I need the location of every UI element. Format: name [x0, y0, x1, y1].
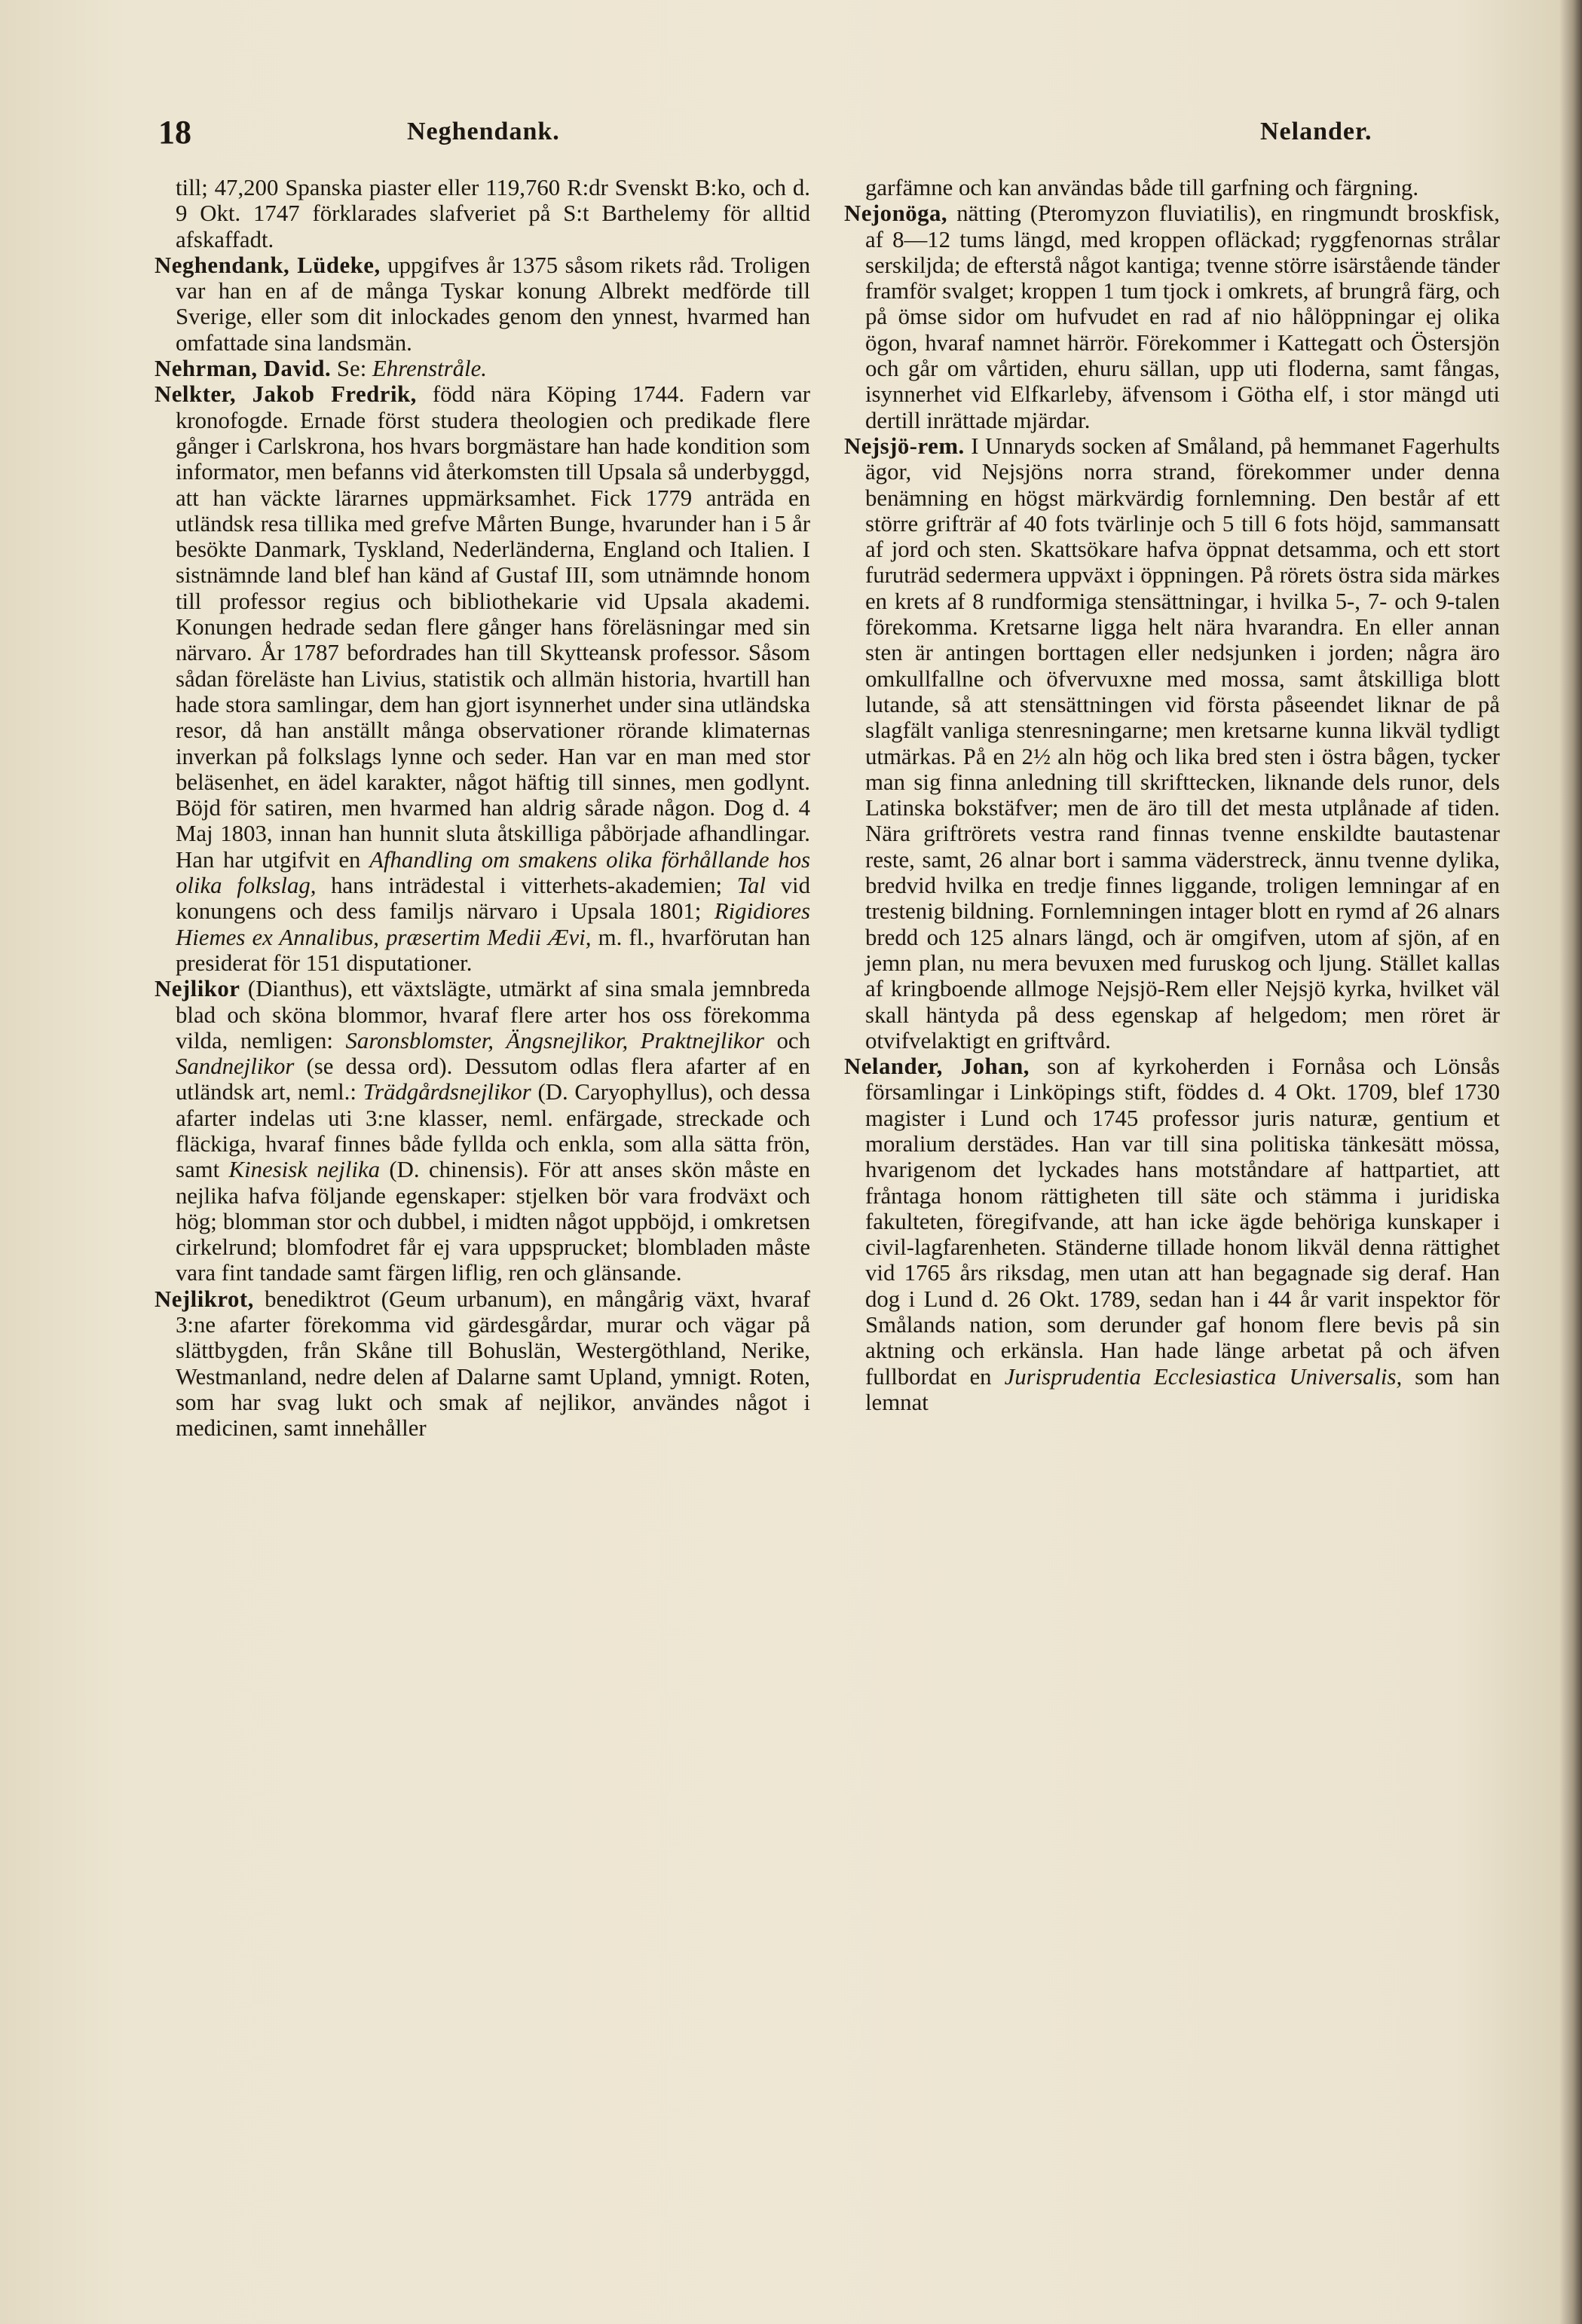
left-text-column	[155, 175, 810, 1442]
entry-text: Se:	[331, 356, 372, 382]
right-text-column	[844, 175, 1500, 1415]
continued-paragraph	[844, 175, 1500, 200]
continued-paragraph	[155, 175, 810, 252]
entry-headword: Nejlikrot,	[155, 1286, 254, 1312]
italic-text: Saronsblomster, Ängsnejlikor, Praktnejlikor	[345, 1027, 764, 1053]
dictionary-entry	[844, 1053, 1500, 1415]
entry-text: född nära Köping 1744. Fadern var kronofogde. Ernade först studera theologien och predikade flere gånger i Carlskrona, hos hvars borgmästare han hade kondition som informator, men befanns vid återkomsten till Upsala så underbyggd, att han väckte lärarnes uppmärksamhet. Fick 1779 anträda en utländsk resa tillika med grefve Mårten Bunge, hvarunder han i 5 år besökte Danmark, Tyskland, Nederländerna, England och Italien. I sistnämnde land blef han känd af Gustaf III, som utnämnde honom till professor regius och bibliothekarie vid Upsala akademi. Konungen hedrade sedan flere gånger hans föreläsningar med sin närvaro. År 1787 befordrades han till Skytteansk professor. Såsom sådan föreläste han Livius, statistik och allmän historia, hvartill han hade stora samlingar, dem han gjort isynnerhet under sina utländska resor, då han anställt många observationer rörande klimaternas inverkan på folkslags lynne och seder. Han var en man med stor beläsenhet, en ädel karakter, något häftig till sinnes, men godlynt. Böjd för satiren, men hvarmed han aldrig sårade någon. Dog d. 4 Maj 1803, innan han hunnit sluta åtskilliga påbörjade afhandlingar. Han har utgifvit en	[176, 381, 810, 873]
entry-text: (Dianthus), ett växtslägte, utmärkt af sina smala jemnbreda blad och sköna blommor, hvaraf flere arter hos oss förekomma vilda, nemligen:	[176, 976, 810, 1053]
italic-text: Ehrenstråle.	[372, 356, 487, 382]
dictionary-entry	[155, 1286, 810, 1442]
entry-headword: Nelander, Johan,	[844, 1053, 1030, 1080]
entry-text: m. fl., hvarförutan han presiderat för 151 disputationer.	[176, 924, 811, 976]
running-header	[158, 113, 1500, 158]
page-edge-shadow	[1559, 0, 1582, 2324]
entry-text: (D. Caryophyllus), och dessa afarter indelas uti 3:ne klasser, neml. enfärgade, streckade och fläckiga, hvaraf finnes både fyllda och enkla, som alla sätta frön, samt	[176, 1079, 810, 1183]
entry-headword: Nejsjö-rem.	[844, 433, 965, 459]
dictionary-entry	[155, 976, 810, 1286]
entry-headword: Nehrman, David.	[155, 356, 332, 382]
entry-text: garfämne och kan användas både till garfning och färgning.	[865, 175, 1419, 200]
entry-text: nätting (Pteromyzon fluviatilis), en ringmundt broskfisk, af 8—12 tums längd, med kroppen ofläckad; ryggfenornas strålar serskiljda; de efterstå något kantiga; tvenne större isärstående tänder framför svalget; kroppen 1 tum tjock i omkrets, af brungrå färg, och på ömse sidor om hufvudet en rad af nio hålöppningar ej olika ögon, hvaraf namnet härrör. Förekommer i Kattegatt och Östersjön och går om vårtiden, ehuru sällan, upp uti floderna, samt fångas, isynnerhet vid Elfkarleby, äfvensom i Götha elf, i stor mängd uti dertill inrättade mjärdar.	[865, 200, 1500, 433]
dictionary-entry	[155, 381, 810, 976]
entry-headword: Neghendank, Lüdeke,	[155, 252, 381, 278]
italic-text: Tal	[736, 873, 766, 899]
entry-text: som han lemnat	[865, 1363, 1500, 1415]
italic-text: Trädgårdsnejlikor	[363, 1079, 531, 1105]
entry-text: till; 47,200 Spanska piaster eller 119,760 R:dr Svenskt B:ko, och d. 9 Okt. 1747 förklarades slafveriet på S:t Barthelemy för alltid afskaffadt.	[176, 175, 810, 252]
italic-text: Jurisprudentia Ecclesiastica Universalis,	[1004, 1363, 1403, 1390]
dictionary-entry	[844, 200, 1500, 433]
entry-headword: Nejonöga,	[844, 200, 948, 227]
entry-headword: Nelkter, Jakob Fredrik,	[155, 381, 417, 408]
italic-text: Sandnejlikor	[176, 1053, 295, 1080]
italic-text: Afhandling om smakens olika förhållande hos olika folkslag,	[176, 846, 810, 899]
entry-text: (se dessa ord). Dessutom odlas flera afarter af en utländsk art, neml.:	[176, 1053, 810, 1105]
entry-text: vid konungens och dess familjs närvaro i Upsala 1801;	[176, 873, 810, 925]
entry-headword: Nejlikor	[155, 976, 240, 1002]
italic-text: Rigidiores Hiemes ex Annalibus, præsertim Medii Ævi,	[176, 898, 810, 950]
entry-text: I Unnaryds socken af Småland, på hemmanet Fagerhults ägor, vid Nejsjöns norra strand, förekommer under denna benämning en högst märkvärdig fornlemning. Den består af ett större grifträr af 40 fots tvärlinje och 5 till 6 fots höjd, sammansatt af jord och sten. Skattsökare hafva öppnat detsamma, och ett stort furuträd sedermera uppväxt i öppningen. På rörets östra sida märkes en krets af 8 rundformiga stensättningar, i hvilka 5-, 7- och 9-talen förekomma. Kretsarne ligga helt nära hvarandra. En eller annan sten är antingen borttagen eller nedsjunken i jorden; några äro omkullfallne och öfvervuxne med mossa, samt åtskilliga blott lutande, så att stensättningen vid första påseendet liknar de på slagfält vanliga stenresningarne; men kretsarne kunna likväl tydligt utmärkas. På en 2½ aln hög och lika bred sten i östra bågen, tycker man sig finna anledning till skrifttecken, liknande dels runor, dels Latinska bokstäfver; men de äro till det mesta utplånade af tiden. Nära griftrörets vestra rand finnas tvenne enskildte bautastenar reste, samt, 26 alnar bort i samma väderstreck, ännu tvenne dylika, bredvid hvilka en tredje finnes liggande, troligen lemningar af en trestenig bildning. Fornlemningen intager blott en rymd af 26 alnars bredd och 125 alnars längd, och är omgifven, utom af sjön, af en jemn plan, nu mera bevuxen med furuskog och ljung. Stället kallas af kringboende allmoge Nejsjö-Rem eller Nejsjö kyrka, hvilket väl skall häntyda på dess egenskap af helgedom; men röret är otvifvelaktigt en griftvård.	[865, 433, 1500, 1053]
entry-text: uppgifves år 1375 såsom rikets råd. Troligen var han en af de många Tyskar konung Albrekt medförde till Sverige, eller som dit inlockades genom den ynnest, hvarmed han omfattade sina landsmän.	[176, 252, 811, 356]
entry-text: son af kyrkoherden i Fornåsa och Lönsås församlingar i Linköpings stift, föddes d. 4 Okt. 1709, blef 1730 magister i Lund och 1745 professor juris naturæ, gentium et moralium derstädes. Han var till sina politiska tänkesätt mössa, hvarigenom det lyckades hans motståndare af hattpartiet, att fråntaga honom rättigheten till säte och stämma i juridiska fakulteten, föregifvande, att han icke ägde behöriga kunskaper i civil-lagfarenheten. Ständerne tillade honom likväl denna rättighet vid 1765 års riksdag, men utan att han begagnade sig deraf. Han dog i Lund d. 26 Okt. 1789, sedan han i 44 år varit inspektor för Smålands nation, som derunder gaf honom flere bevis på sin aktning och erkänsla. Han hade länge arbetat på och äfven fullbordat en	[865, 1053, 1500, 1390]
entry-text: (D. chinensis). För att anses skön måste en nejlika hafva följande egenskaper: stjelken bör vara frodväxt och hög; blomman stor och dubbel, i midten något uppböjd, i omkretsen cirkelrund; blomfodret får ej vara uppsprucket; blombladen måste vara fint tandade samt färgen liflig, ren och glänsande.	[176, 1157, 810, 1286]
left-running-head: Neghendank.	[407, 118, 560, 145]
entry-text: och	[763, 1027, 810, 1053]
dictionary-entry	[155, 252, 810, 356]
entry-text: hans inträdestal i vitterhets-akademien;	[316, 873, 737, 899]
entry-text: benediktrot (Geum urbanum), en mångårig växt, hvaraf 3:ne afarter förekomma vid gärdesgårdar, murar och vägar på slättbygden, från Skåne till Bohuslän, Westergöthland, Nerike, Westmanland, nedre delen af Dalarne samt Upland, ymnigt. Roten, som har svag lukt och smak af nejlikor, användes något i medicinen, samt innehåller	[176, 1286, 810, 1442]
italic-text: Kinesisk nejlika	[228, 1157, 381, 1183]
page-number: 18	[158, 114, 191, 151]
dictionary-entry	[844, 433, 1500, 1053]
right-running-head: Nelander.	[1260, 118, 1372, 145]
dictionary-entry	[155, 356, 810, 381]
